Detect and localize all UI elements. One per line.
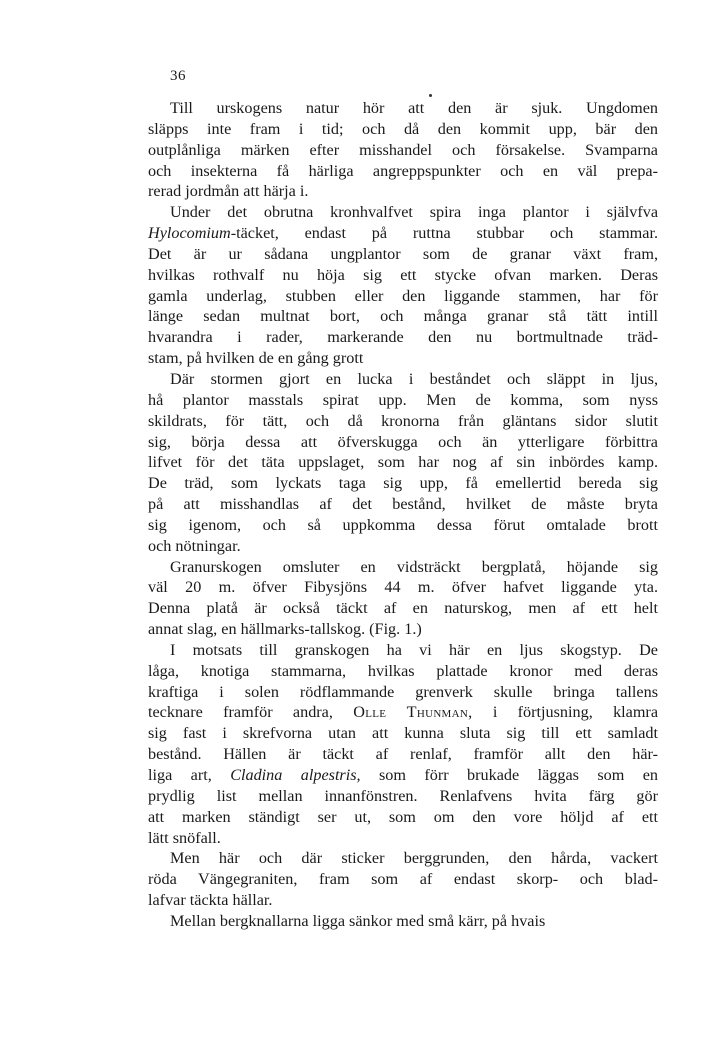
text-line: De träd, som lyckats taga sig upp, få emellertid bereda sig	[148, 474, 658, 493]
text-line: liga art, Cladina alpestris, som förr brukade läggas som en	[148, 766, 658, 784]
text-line: kraftiga i solen rödflammande grenverk skulle bringa tallens	[148, 682, 658, 701]
text-line: prydlig list mellan innanfönstren. Renlafvens hvita färg gör	[148, 786, 658, 805]
text-line: annat slag, en hällmarks-tallskog. (Fig. 1.)	[148, 620, 422, 639]
text-line: Granurskogen omsluter en vidsträckt bergplatå, höjande sig	[170, 557, 658, 576]
text-line: lätt snöfall.	[148, 828, 221, 847]
text-line: Denna platå är också täckt af en naturskog, men af ett helt	[148, 599, 658, 618]
text-line: outplånliga märken efter misshandel och försakelse. Svamparna	[148, 140, 658, 159]
text-line: rerad jordmån att härja i.	[148, 182, 309, 201]
text-line: sig, börja dessa att öfverskugga och än ytterligare förbittra	[148, 432, 658, 451]
text-line: I motsats till granskogen ha vi här en ljus skogstyp. De	[170, 640, 658, 659]
text-line: låga, knotiga stammarna, hvilkas plattade kronor med deras	[148, 661, 658, 680]
text-line: hvarandra i rader, markerande den nu bortmultnade träd-	[148, 328, 658, 347]
text-line: gamla underlag, stubben eller den liggande stammen, har för	[148, 286, 658, 305]
paragraph	[148, 911, 658, 932]
text-line: skildrats, för tätt, och då kronorna från gläntans sidor slutit	[148, 411, 658, 430]
text-line: hå plantor masstals spirat upp. Men de komma, som nyss	[148, 390, 658, 409]
text-line: att marken ständigt ser ut, som om den vore höljd af ett	[148, 807, 658, 826]
paragraph	[148, 557, 658, 640]
paragraph	[148, 202, 658, 369]
text-line: sig igenom, och så uppkomma dessa förut omtalade brott	[148, 515, 658, 534]
text-line: och nötningar.	[148, 536, 241, 555]
text-line: bestånd. Hällen är täckt af renlaf, framför allt den här-	[148, 745, 658, 764]
text-line: lafvar täckta hällar.	[148, 891, 273, 910]
text-line: Det är ur sådana ungplantor som de granar växt fram,	[148, 244, 658, 263]
text-line: hvilkas rothvalf nu höja sig ett stycke ofvan marken. Deras	[148, 265, 658, 284]
text-line: Där stormen gjort en lucka i beståndet och släppt in ljus,	[170, 369, 658, 388]
text-line: stam, på hvilken de en gång grott	[148, 349, 364, 368]
text-line: på att misshandlas af det bestånd, hvilket de måste bryta	[148, 495, 658, 514]
paragraph	[148, 640, 658, 848]
text-line: och insekterna få härliga angreppspunkter och en väl prepa-	[148, 161, 658, 180]
page-number: 36	[170, 68, 186, 84]
text-line: Till urskogens natur hör att den är sjuk. Ungdomen	[170, 99, 658, 117]
text-line: tecknare framför andra, Olle Thunman, i förtjusning, klamra	[148, 703, 659, 722]
text-line: lifvet för det täta uppslaget, som har nog af sin inbördes kamp.	[148, 453, 658, 472]
text-line: röda Vängegraniten, fram som af endast skorp- och blad-	[148, 870, 658, 889]
paragraph	[148, 369, 658, 557]
body-text	[148, 98, 658, 932]
paragraph	[148, 848, 658, 911]
text-line: sig fast i skrefvorna utan att kunna sluta sig till ett samladt	[148, 724, 658, 743]
print-speck	[429, 94, 432, 97]
text-line: Under det obrutna kronhvalfvet spira inga plantor i självfva	[170, 203, 658, 222]
text-line: länge sedan multnat bort, och många granar stå tätt intill	[148, 307, 658, 326]
text-line: Mellan bergknallarna ligga sänkor med små kärr, på hvais	[170, 911, 546, 930]
paragraph	[148, 98, 658, 202]
text-line: väl 20 m. öfver Fibysjöns 44 m. öfver hafvet liggande yta.	[148, 578, 658, 597]
text-line: Hylocomium-täcket, endast på ruttna stubbar och stammar.	[148, 224, 658, 243]
text-line: släpps inte fram i tid; och då den kommit upp, bär den	[148, 119, 658, 138]
text-line: Men här och där sticker berggrunden, den hårda, vackert	[170, 849, 658, 868]
